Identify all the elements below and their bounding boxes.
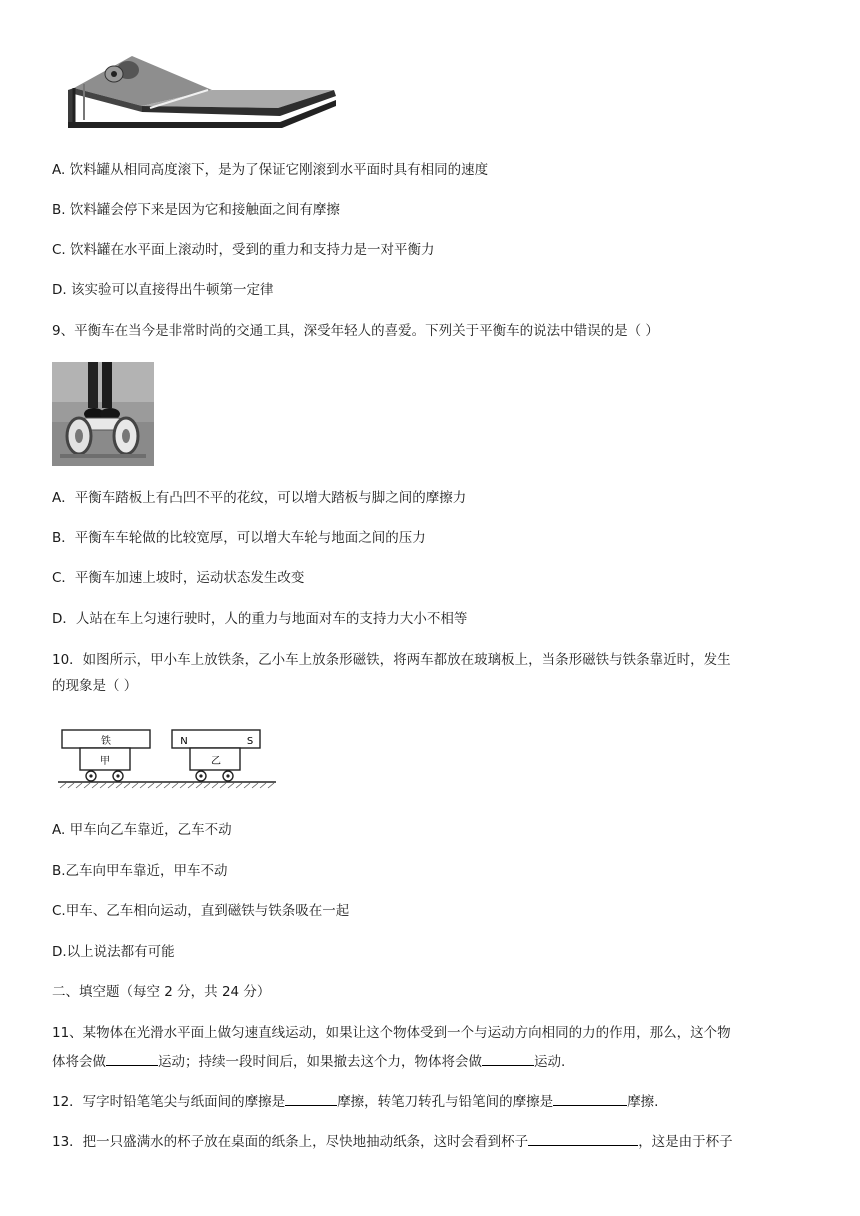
q11-blank-2[interactable] — [482, 1051, 534, 1066]
q8-option-b: B. 饮料罐会停下来是因为它和接触面之间有摩擦 — [52, 202, 340, 218]
q10-option-d: D.以上说法都有可能 — [52, 944, 175, 960]
q10-option-c: C.甲车、乙车相向运动，直到磁铁与铁条吸在一起 — [52, 903, 350, 919]
balance-scooter-photo — [52, 362, 154, 466]
q12-blank-2[interactable] — [553, 1091, 627, 1106]
q9-option-b: B．平衡车车轮做的比较宽厚，可以增大车轮与地面之间的压力 — [52, 530, 426, 546]
q9-option-d: D．人站在车上匀速行驶时，人的重力与地面对车的支持力大小不相等 — [52, 611, 468, 627]
q11-text-a: 体将会做 — [52, 1054, 106, 1070]
q11-line2 — [52, 1051, 565, 1071]
q9-stem: 9、平衡车在当今是非常时尚的交通工具，深受年轻人的喜爱。下列关于平衡车的说法中错误的是（ ） — [52, 323, 659, 339]
section-2-title: 二、填空题（每空 2 分，共 24 分） — [52, 984, 271, 1000]
cart-yi-label: 乙 — [211, 756, 221, 767]
magnet-n-label: N — [180, 736, 188, 747]
q9-option-a: A．平衡车踏板上有凸凹不平的花纹，可以增大踏板与脚之间的摩擦力 — [52, 490, 467, 506]
iron-bar-label: 铁 — [101, 736, 111, 747]
q10-stem-line1: 10．如图所示，甲小车上放铁条，乙小车上放条形磁铁，将两车都放在玻璃板上，当条形磁铁与铁条靠近时，发生 — [52, 652, 731, 668]
ramp-can-figure — [62, 50, 342, 130]
q10-stem-line2: 的现象是（ ） — [52, 678, 138, 694]
q11-blank-1[interactable] — [106, 1051, 158, 1066]
q11-line1: 11、某物体在光滑水平面上做匀速直线运动，如果让这个物体受到一个与运动方向相同的力的作用，那么，这个物 — [52, 1025, 731, 1041]
cart-jia-label: 甲 — [100, 756, 110, 767]
q12-text-a: 12．写字时铅笔笔尖与纸面间的摩擦是 — [52, 1094, 286, 1110]
carts-magnet-figure — [58, 728, 280, 792]
q10-option-a: A. 甲车向乙车靠近，乙车不动 — [52, 822, 232, 838]
q9-option-c: C．平衡车加速上坡时，运动状态发生改变 — [52, 570, 305, 586]
q12-line — [52, 1091, 658, 1111]
q11-text-c: 运动. — [534, 1054, 566, 1070]
q12-blank-1[interactable] — [285, 1091, 337, 1106]
q13-text-a: 13．把一只盛满水的杯子放在桌面的纸条上，尽快地抽动纸条，这时会看到杯子 — [52, 1134, 529, 1150]
q10-option-b: B.乙车向甲车靠近，甲车不动 — [52, 863, 228, 879]
q12-text-b: 摩擦，转笔刀转孔与铅笔间的摩擦是 — [337, 1094, 554, 1110]
q8-option-a: A. 饮料罐从相同高度滚下，是为了保证它刚滚到水平面时具有相同的速度 — [52, 162, 489, 178]
q8-option-c: C. 饮料罐在水平面上滚动时，受到的重力和支持力是一对平衡力 — [52, 242, 435, 258]
q13-line — [52, 1131, 733, 1151]
q11-text-b: 运动；持续一段时间后，如果撤去这个力，物体将会做 — [158, 1054, 482, 1070]
q8-option-d: D. 该实验可以直接得出牛顿第一定律 — [52, 282, 274, 298]
magnet-s-label: S — [246, 736, 254, 747]
q13-text-b: ，这是由于杯子 — [638, 1134, 733, 1150]
q12-text-c: 摩擦. — [627, 1094, 659, 1110]
q13-blank-1[interactable] — [528, 1131, 638, 1146]
